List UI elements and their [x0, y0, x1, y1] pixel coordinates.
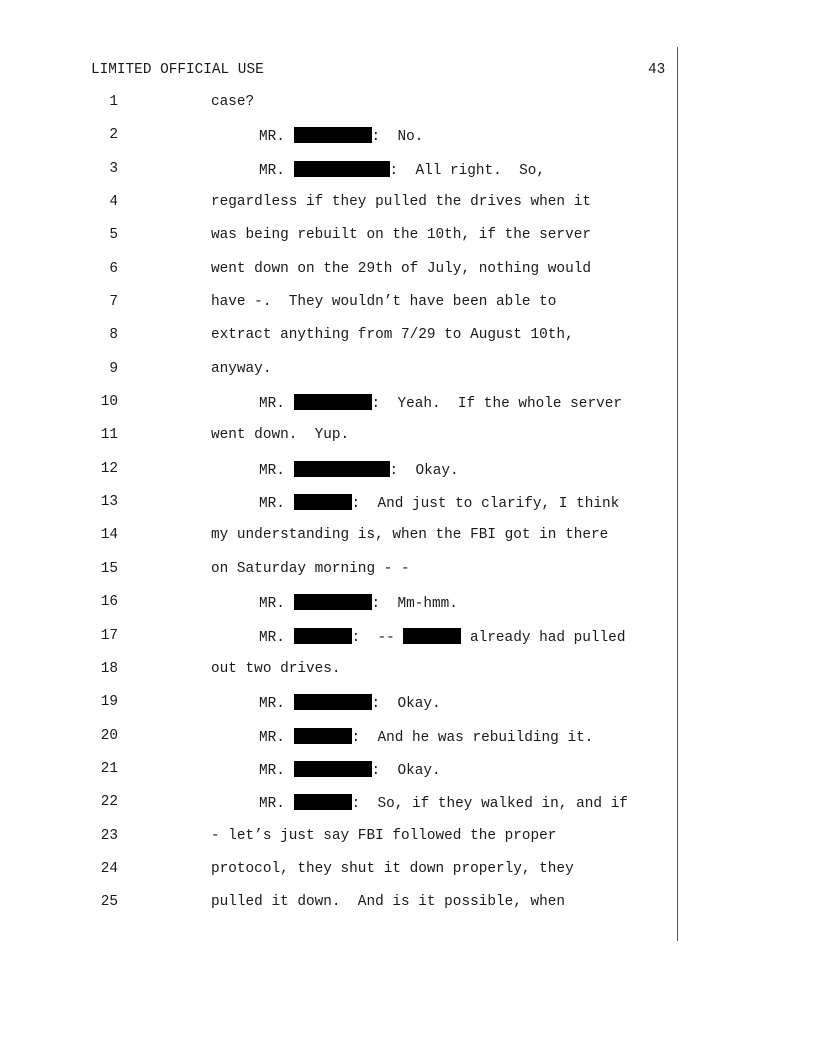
redaction-box — [294, 728, 352, 744]
line-number: 10 — [100, 394, 118, 411]
line-number: 14 — [100, 527, 118, 544]
redaction-box — [294, 694, 372, 710]
redaction-box — [294, 628, 352, 644]
page-number: 43 — [648, 62, 666, 78]
text-segment: MR. — [259, 629, 294, 646]
line-text — [259, 127, 423, 146]
transcript-line — [0, 361, 816, 394]
text-segment: went down. Yup. — [211, 427, 350, 444]
line-number: 15 — [100, 560, 118, 577]
text-segment: MR. — [259, 462, 294, 479]
line-number: 9 — [109, 360, 118, 377]
line-text — [211, 427, 349, 444]
line-text — [259, 594, 458, 613]
line-text — [259, 394, 622, 413]
line-text — [211, 361, 271, 378]
text-segment: : Okay. — [371, 762, 441, 779]
line-text — [211, 261, 591, 278]
transcript-line — [0, 628, 816, 661]
text-segment: MR. — [259, 496, 294, 513]
text-segment: out two drives. — [211, 660, 341, 677]
transcript-line — [0, 828, 816, 861]
text-segment: : -- — [351, 629, 404, 646]
line-number: 19 — [100, 694, 118, 711]
transcript-line — [0, 427, 816, 460]
line-text — [211, 661, 341, 678]
line-text — [259, 461, 459, 480]
line-number: 18 — [100, 660, 118, 677]
text-segment: MR. — [259, 762, 294, 779]
redaction-box — [294, 161, 390, 177]
transcript-line — [0, 94, 816, 127]
line-text — [211, 527, 608, 544]
text-segment: : Yeah. If the whole server — [371, 396, 622, 413]
transcript-line — [0, 394, 816, 427]
line-number: 13 — [100, 494, 118, 511]
transcript-line — [0, 494, 816, 527]
transcript-line — [0, 461, 816, 494]
text-segment: - let’s just say FBI followed the proper — [211, 827, 557, 844]
line-text — [259, 761, 441, 780]
line-text — [211, 828, 556, 845]
text-segment: : And just to clarify, I think — [351, 496, 620, 513]
line-number: 2 — [109, 127, 118, 144]
line-number: 25 — [100, 894, 118, 911]
transcript-line — [0, 127, 816, 160]
text-segment: MR. — [259, 796, 294, 813]
text-segment: already had pulled — [461, 629, 626, 646]
transcript-line — [0, 861, 816, 894]
text-segment: MR. — [259, 729, 294, 746]
text-segment: MR. — [259, 696, 294, 713]
text-segment: : All right. So, — [389, 162, 545, 179]
line-number: 22 — [100, 794, 118, 811]
line-text — [211, 227, 591, 244]
line-number: 4 — [109, 194, 118, 211]
line-number: 7 — [109, 294, 118, 311]
redaction-box — [294, 461, 390, 477]
text-segment: anyway. — [211, 360, 272, 377]
line-number: 3 — [109, 160, 118, 177]
text-segment: have -. They wouldn’t have been able to — [211, 294, 557, 311]
line-text — [211, 94, 254, 111]
redaction-box — [294, 394, 372, 410]
transcript-line — [0, 161, 816, 194]
text-segment: : So, if they walked in, and if — [351, 796, 628, 813]
transcript-line — [0, 561, 816, 594]
transcript-line — [0, 594, 816, 627]
line-number: 1 — [109, 94, 118, 110]
redaction-box — [403, 628, 461, 644]
transcript-line — [0, 794, 816, 827]
transcript-line — [0, 261, 816, 294]
classification-header: LIMITED OFFICIAL USE — [91, 62, 264, 78]
text-segment: : And he was rebuilding it. — [351, 729, 594, 746]
text-segment: was being rebuilt on the 10th, if the server — [211, 227, 591, 244]
transcript-line — [0, 327, 816, 360]
line-text — [259, 694, 441, 713]
transcript-line — [0, 694, 816, 727]
line-text — [259, 161, 545, 180]
text-segment: : Okay. — [389, 462, 459, 479]
redaction-box — [294, 494, 352, 510]
line-number: 12 — [100, 460, 118, 477]
redaction-box — [294, 594, 372, 610]
text-segment: : Mm-hmm. — [371, 596, 458, 613]
transcript-line — [0, 194, 816, 227]
text-segment: : No. — [371, 129, 424, 146]
transcript-line — [0, 527, 816, 560]
line-text — [259, 728, 593, 747]
text-segment: protocol, they shut it down properly, they — [211, 860, 574, 877]
transcript-line — [0, 227, 816, 260]
transcript-line — [0, 761, 816, 794]
text-segment: went down on the 29th of July, nothing would — [211, 260, 591, 277]
line-text — [259, 494, 619, 513]
line-text — [211, 861, 574, 878]
line-text — [211, 294, 556, 311]
transcript-lines — [0, 94, 816, 928]
redaction-box — [294, 761, 372, 777]
line-number: 21 — [100, 760, 118, 777]
line-text — [211, 561, 410, 578]
redaction-box — [294, 794, 352, 810]
line-number: 8 — [109, 327, 118, 344]
text-segment: MR. — [259, 129, 294, 146]
transcript-line — [0, 728, 816, 761]
text-segment: MR. — [259, 396, 294, 413]
redaction-box — [294, 127, 372, 143]
transcript-line — [0, 894, 816, 927]
line-number: 6 — [109, 260, 118, 277]
text-segment: : Okay. — [371, 696, 441, 713]
text-segment: pulled it down. And is it possible, when — [211, 894, 566, 911]
text-segment: my understanding is, when the FBI got in there — [211, 527, 609, 544]
line-number: 24 — [100, 860, 118, 877]
text-segment: on Saturday morning - - — [211, 560, 410, 577]
text-segment: MR. — [259, 596, 294, 613]
text-segment: MR. — [259, 162, 294, 179]
line-number: 11 — [100, 427, 118, 444]
line-number: 20 — [100, 727, 118, 744]
line-number: 16 — [100, 594, 118, 611]
line-number: 5 — [109, 227, 118, 244]
line-number: 17 — [100, 627, 118, 644]
transcript-line — [0, 661, 816, 694]
line-text — [259, 794, 628, 813]
text-segment: case? — [211, 94, 255, 110]
line-number: 23 — [100, 827, 118, 844]
line-text — [211, 327, 574, 344]
line-text — [211, 194, 591, 211]
line-text — [211, 894, 565, 911]
text-segment: regardless if they pulled the drives when it — [211, 194, 591, 211]
transcript-line — [0, 294, 816, 327]
text-segment: extract anything from 7/29 to August 10th, — [211, 327, 574, 344]
line-text — [259, 628, 625, 647]
